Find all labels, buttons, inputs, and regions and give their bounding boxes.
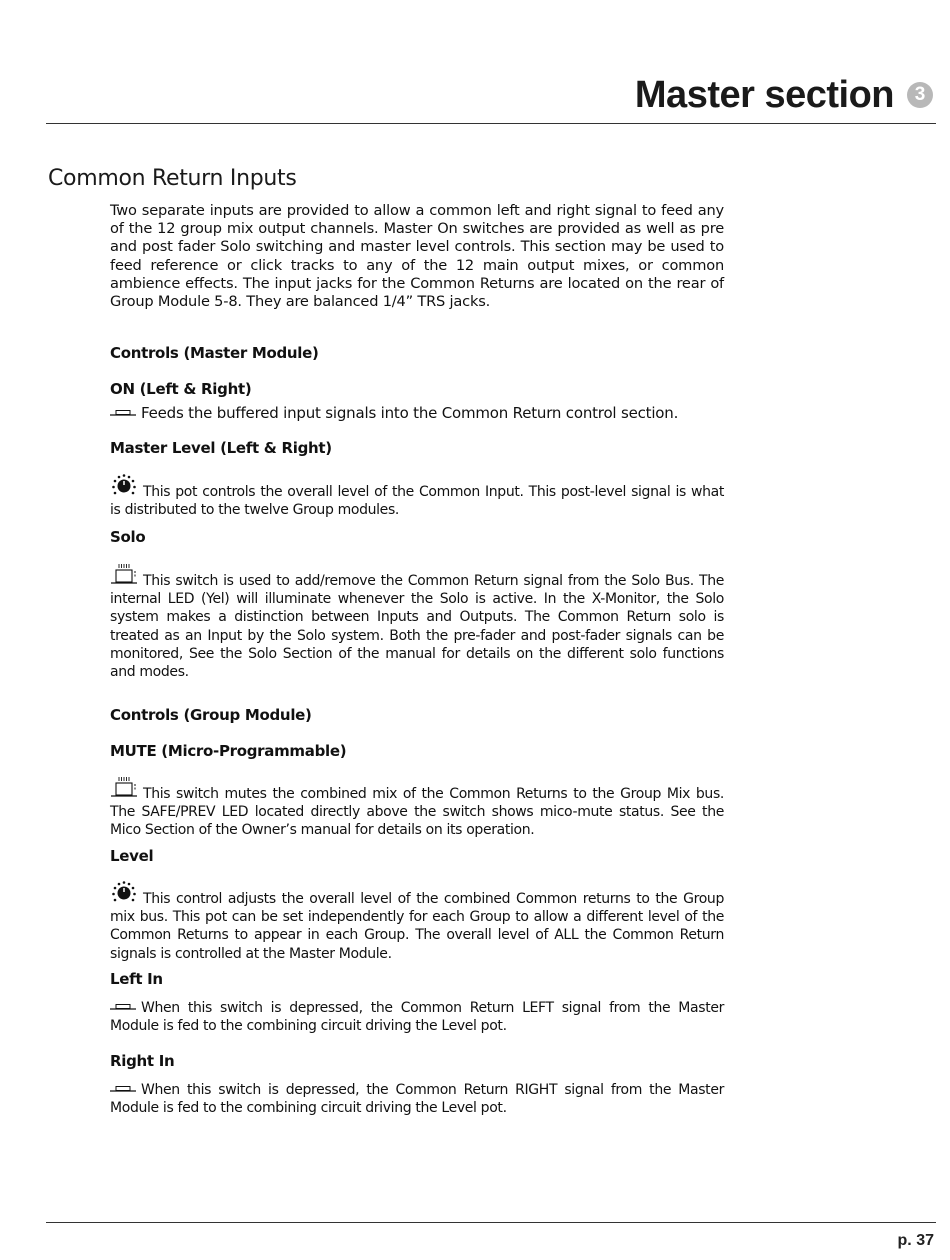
header-divider (46, 123, 936, 124)
left-in-text: When this switch is depressed, the Common Return LEFT signal from the Master Module is fed to the combining circuit driving the Level pot. (110, 1000, 724, 1035)
push-switch-icon (110, 1086, 136, 1094)
page-number: p. 37 (897, 1232, 934, 1249)
on-left-right-description (110, 404, 724, 422)
on-left-right-heading: ON (Left & Right) (110, 380, 252, 398)
solo-description (110, 563, 724, 681)
group-module-heading: Controls (Group Module) (110, 706, 312, 724)
rotary-pot-icon (110, 474, 138, 496)
intro-paragraph: Two separate inputs are provided to allow a common left and right signal to feed any of the 12 group mix output channels. Master On switches are provided as well as pre and post fader Solo switching and master level controls. This section may be used to feed reference or click tracks to any of the 12 main output mixes, or common ambience effects. The input jacks for the Common Returns are located on the rear of Group Module 5-8. They are balanced 1/4” TRS jacks. (110, 202, 724, 311)
chapter-number-badge: 3 (907, 82, 933, 108)
lit-switch-icon (110, 563, 138, 585)
solo-text: This switch is used to add/remove the Common Return signal from the Solo Bus. The internal LED (Yel) will illuminate whenever the Solo is active. In the X-Monitor, the Solo system makes a distinction between Inputs and Outputs. The Common Return solo is treated as an Input by the Solo system. Both the pre-fader and post-fader signals can be monitored, See the Solo Section of the manual for details on the different solo functions and modes. (110, 573, 724, 681)
level-description (110, 881, 724, 963)
mute-text: This switch mutes the combined mix of the Common Returns to the Group Mix bus. The SAFE/PREV LED located directly above the switch shows mico-mute status. See the Mico Section of the Owner’s manual for details on its operation. (110, 786, 724, 839)
mute-description (110, 776, 724, 840)
right-in-heading: Right In (110, 1052, 175, 1070)
rotary-pot-icon (110, 881, 138, 903)
master-level-description (110, 474, 724, 519)
on-left-right-text: Feeds the buffered input signals into the Common Return control section. (141, 404, 679, 422)
page-header-title: Master section (634, 74, 894, 116)
push-switch-icon (110, 410, 136, 418)
mute-heading: MUTE (Micro-Programmable) (110, 742, 347, 760)
solo-heading: Solo (110, 528, 146, 546)
right-in-text: When this switch is depressed, the Common Return RIGHT signal from the Master Module is fed to the combining circuit driving the Level pot. (110, 1082, 724, 1117)
right-in-description (110, 1081, 724, 1117)
left-in-description (110, 999, 724, 1035)
master-module-heading: Controls (Master Module) (110, 344, 319, 362)
lit-switch-icon (110, 776, 138, 798)
master-level-text: This pot controls the overall level of the Common Input. This post-level signal is what is distributed to the twelve Group modules. (110, 484, 724, 519)
master-level-heading: Master Level (Left & Right) (110, 439, 332, 457)
level-heading: Level (110, 847, 154, 865)
section-heading: Common Return Inputs (48, 166, 297, 191)
left-in-heading: Left In (110, 970, 163, 988)
level-text: This control adjusts the overall level of the combined Common returns to the Group mix bus. This pot can be set independently for each Group to allow a different level of the Common Returns to appear in each Group. The overall level of ALL the Common Return signals is controlled at the Master Module. (110, 891, 724, 962)
footer-divider (46, 1222, 936, 1223)
push-switch-icon (110, 1004, 136, 1012)
